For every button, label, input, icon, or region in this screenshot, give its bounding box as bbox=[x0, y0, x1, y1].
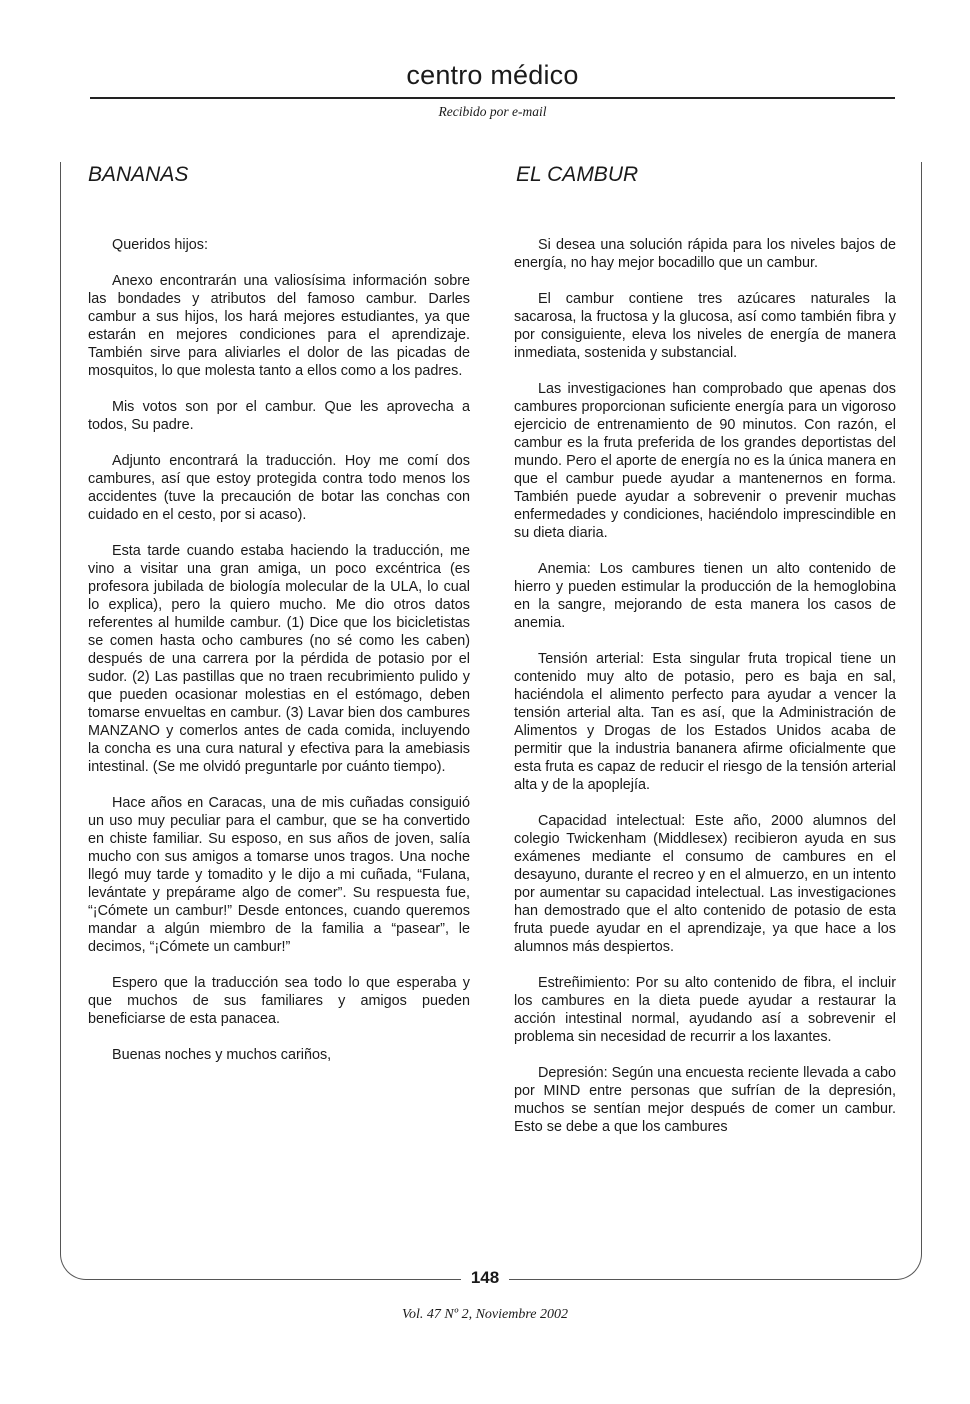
paragraph: Espero que la traducción sea todo lo que esperaba y que muchos de sus familiares y amigos pueden beneficiarse de esta panacea. bbox=[88, 975, 470, 1027]
page-number: 148 bbox=[461, 1268, 509, 1288]
page-number-container bbox=[0, 1268, 970, 1288]
paragraph: Si desea una solución rápida para los niveles bajos de energía, no hay mejor bocadillo que un cambur. bbox=[514, 237, 896, 271]
journal-section-title: centro médico bbox=[406, 60, 579, 90]
paragraph: El cambur contiene tres azúcares naturales la sacarosa, la fructosa y la glucosa, así como también fibra y por consiguiente, eleva los niveles de energía de manera inmediata, sostenida y substancial. bbox=[514, 291, 896, 361]
paragraph: Buenas noches y muchos cariños, bbox=[112, 1047, 332, 1063]
paragraph: Queridos hijos: bbox=[112, 237, 208, 253]
paragraph: Tensión arterial: Esta singular fruta tropical tiene un contenido muy alto de potasio, pero es baja en sal, haciéndola el alimento perfecto para ayudar a vencer la tensión arterial alta. Tan es así, que la Administración de Alimentos y Drogas de los Estados Unidos acaba de permitir que la industria bananera afirme oficialmente que esta fruta es capaz de reducir el riesgo de la tensión arterial alta y de la apoplejía. bbox=[514, 651, 896, 793]
paragraph: Mis votos son por el cambur. Que les aprovecha a todos, Su padre. bbox=[88, 399, 470, 433]
paragraph: Anexo encontrarán una valiosísima información sobre las bondades y atributos del famoso cambur. Darles cambur a sus hijos, los hará mejores estudiantes, ya que estarán en mejores condiciones para el aprendizaje. También sirve para aliviarles el dolor de las picadas de mosquitos, lo que molesta tanto a ellos como a los padres. bbox=[88, 273, 470, 379]
left-column-title: BANANAS bbox=[88, 163, 189, 186]
right-column-title: EL CAMBUR bbox=[516, 163, 639, 186]
footer-issue-info: Vol. 47 Nº 2, Noviembre 2002 bbox=[402, 1307, 568, 1322]
paragraph: Anemia: Los cambures tienen un alto contenido de hierro y pueden estimular la producción de la hemoglobina en la sangre, mejorando de esta manera los casos de anemia. bbox=[514, 561, 896, 631]
paragraph: Esta tarde cuando estaba haciendo la traducción, me vino a visitar una gran amiga, un poco excéntrica (es profesora jubilada de biología molecular de la ULA, lo cual lo explica), pero la quiero mucho. Me dio otros datos referentes al humilde cambur. (1) Dice que los bicicletistas se comen hasta ocho cambures (no sé como les caben) después de una carrera por la pérdida de potasio por el sudor. (2) Las pastillas que no traen recubrimiento pulido y que pueden ocasionar molestias en el estómago, deben tomarse envueltas en cambur. (3) Lavar bien dos cambures MANZANO y comerlos antes de cada comida, incluyendo la concha es una cura natural y efectiva para la amebiasis intestinal. (Se me olvidó preguntarle por cuánto tiempo). bbox=[88, 543, 470, 775]
paragraph: Depresión: Según una encuesta reciente llevada a cabo por MIND entre personas que sufrían de la depresión, muchos se sentían mejor después de comer un cambur. Esto se debe a que los cambures bbox=[514, 1065, 896, 1135]
right-column bbox=[514, 160, 896, 1154]
paragraph: Adjunto encontrará la traducción. Hoy me comí dos cambures, así que estoy protegida contra todo menos los accidentes (tuve la precaución de botar las conchas con cuidado en el cesto, por si acaso). bbox=[88, 453, 470, 523]
paragraph: Las investigaciones han comprobado que apenas dos cambures proporcionan suficiente energía para un vigoroso ejercicio de entrenamiento de 90 minutos. Con razón, el cambur es la fruta preferida de los grandes deportistas del mundo. Pero el aporte de energía no es la única manera en que el cambur puede ayudar a mantenernos en forma. También puede ayudar a sobrevenir o prevenir muchas enfermedades y condiciones, haciéndolo imprescindible en su dieta diaria. bbox=[514, 381, 896, 541]
header-subtitle: Recibido por e-mail bbox=[438, 104, 547, 119]
paragraph: Capacidad intelectual: Este año, 2000 alumnos del colegio Twickenham (Middlesex) recibieron ayuda en sus exámenes mediante el consumo de cambures en el desayuno, durante el recreo y en el almuerzo, en un intento por aumentar su capacidad intelectual. Las investigaciones han demostrado que el alto contenido de potasio de esta fruta puede ayudar en el aprendizaje, ya que hace a los alumnos más despiertos. bbox=[514, 813, 896, 955]
header-divider bbox=[90, 97, 895, 99]
left-column bbox=[88, 160, 470, 1082]
paragraph: Hace años en Caracas, una de mis cuñadas consiguió un uso muy peculiar para el cambur, que se ha convertido en chiste familiar. Su esposo, en sus años de joven, salía mucho con sus amigos a tomarse unos tragos. Una noche llegó muy tarde y tomadito y le dijo a mi cuñada, “Fulana, levántate y prepárame algo de comer”. Su respuesta fue, “¡Cómete un cambur!” Desde entonces, cuando queremos mandar a algún miembro de la familia a “pasear”, le decimos, “¡Cómete un cambur!” bbox=[88, 795, 470, 955]
paragraph: Estreñimiento: Por su alto contenido de fibra, el incluir los cambures en la dieta puede ayudar a restaurar la acción intestinal normal, ayudando así a sobrevenir el problema sin necesidad de recurrir a los laxantes. bbox=[514, 975, 896, 1045]
